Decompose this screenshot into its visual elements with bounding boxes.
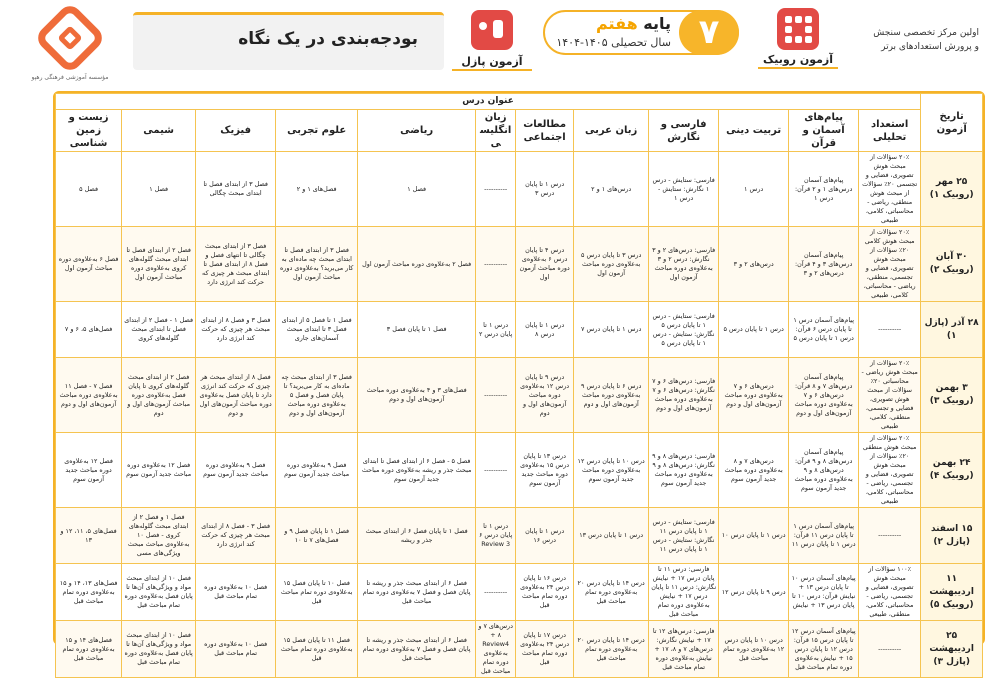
table-cell: درس‌های ۲ و ۳ <box>719 227 789 302</box>
grade-badge <box>543 10 739 55</box>
table-cell: فصل ۳ از ابتدای فصل تا ابتدای مبحث چه ماده‌ای به کار می‌برید؟ به‌علاوه‌ی دوره مباحث آزمون اول <box>276 227 358 302</box>
table-cell: پیام‌های آسمان درس ۱ تا پایان درس ۱۱ قرآن: درس ۱ تا پایان درس ۱۱ <box>789 508 859 564</box>
table-cell: درس ۱ تا پایان درس ۱۰ <box>719 508 789 564</box>
table-cell: فصل ۱۰ به‌علاوه‌ی دوره تمام مباحث قبل <box>196 564 276 621</box>
column-header: پیام‌های آسمان و قرآن <box>789 110 859 152</box>
table-cell: درس ۱۳ تا پایان درس ۱۵ به‌علاوه‌ی دوره مباحث جدید آزمون سوم <box>516 433 574 508</box>
table-cell: فصل ۲ به‌علاوه‌ی دوره مباحث آزمون اول <box>358 227 476 302</box>
table-cell: درس ۹ تا پایان درس ۱۲ <box>719 564 789 621</box>
table-cell: فصل ۱ و فصل ۲ از ابتدای مبحث گلوله‌های کروی - فصل ۱۰ به‌علاوه‌ی مباحث مبحث ویژگی‌های مسی <box>122 508 196 564</box>
table-cell: فصل ۷ - فصل ۱۱ به‌علاوه‌ی دوره مباحث آزمون‌های اول و دوم <box>56 358 122 433</box>
table-cell: درس ۱۴ تا پایان درس ۲۰ به‌علاوه‌ی دوره تمام مباحث قبل <box>574 621 649 678</box>
table-cell: درس‌های ۱ و ۲ <box>574 152 649 227</box>
table-cell: فارسی: ستایش - درس ۱ تا پایان درس ۱۱ نگارش: ستایش - درس ۱ تا پایان درس ۱۱ <box>649 508 719 564</box>
institute-logo <box>24 6 116 84</box>
column-header: فیزیک <box>196 110 276 152</box>
table-cell: پیام‌های آسمان درس‌های ۳ و ۴ قرآن: درس‌های ۲ و ۳ <box>789 227 859 302</box>
exam-date-cell: ۱۵ اسفند (پازل ۲) <box>921 508 983 564</box>
table-cell: درس ۱۷ تا پایان درس ۲۴ به‌علاوه‌ی دوره تمام مباحث قبل <box>516 621 574 678</box>
table-cell: درس ۱ تا پایان درس ۳ <box>516 152 574 227</box>
table-row <box>56 508 983 564</box>
table-cell: فصل ۶ از ابتدای مبحث جذر و ریشه تا پایان فصل و فصل ۷ به‌علاوه‌ی دوره تمام مباحث قبل <box>358 564 476 621</box>
table-cell: ---------- <box>476 433 516 508</box>
table-cell: درس ۱ تا پایان درس ۲ <box>476 302 516 358</box>
subject-group-header: عنوان درس <box>56 94 921 110</box>
table-cell: درس ۶ تا پایان درس ۹ به‌علاوه‌ی دوره مباحث آزمون‌های اول و دوم <box>574 358 649 433</box>
table-cell: درس ۳ تا پایان درس ۵ به‌علاوه‌ی دوره مباحث آزمون اول <box>574 227 649 302</box>
logo-text: مؤسسه آموزشی فرهنگی رهپو <box>31 74 109 81</box>
table-cell: درس ۱۶ تا پایان درس ۲۴ به‌علاوه‌ی دوره تمام مباحث قبل <box>516 564 574 621</box>
table-cell: فصل ۱ تا پایان فصل ۳ <box>358 302 476 358</box>
table-cell: فصل ۱۲ به‌علاوه‌ی دوره مباحث جدید آزمون سوم <box>56 433 122 508</box>
table-row <box>56 564 983 621</box>
exam-date-cell: ۲۸ آذر (پازل ۱) <box>921 302 983 358</box>
table-cell: درس‌های ۶ و ۷ به‌علاوه‌ی دوره مباحث آزمون‌های اول و دوم <box>719 358 789 433</box>
puzzle-icon <box>471 10 513 50</box>
org-description <box>839 26 979 54</box>
table-cell: فصل ۳ از ابتدای مبحث چگالی تا انتهای فصل و فصل ۸ از ابتدای فصل تا ابتدای مبحث هر چیزی که حرکت کند انرژی دارد <box>196 227 276 302</box>
table-cell: فصل ۱ تا فصل ۵ از ابتدای فصل ۳ تا ابتدای مبحث آسمان‌های جاری <box>276 302 358 358</box>
table-cell: فصل ۱ تا پایان فصل ۹ و فصل‌های ۷ تا ۱۰ <box>276 508 358 564</box>
table-cell: فارسی: درس‌های ۸ و ۹ نگارش: درس‌های ۸ و ۹ به‌علاوه‌ی دوره مباحث جدید آزمون سوم <box>649 433 719 508</box>
table-cell: درس ۹ تا پایان درس ۱۲ به‌علاوه‌ی دوره مباحث آزمون‌های اول و دوم <box>516 358 574 433</box>
table-cell: ۲۰٪ سؤالات از مبحث هوش تصویری، فضایی و تجسمی ۲۰٪ سؤالات از مبحث هوش منطقی، ریاضی - محاسباتی، کلامی، طبیعی <box>859 152 921 227</box>
table-cell: فارسی: درس‌های ۶ و ۷ نگارش: درس‌های ۶ و ۷ به‌علاوه‌ی دوره مباحث آزمون‌های اول و دوم <box>649 358 719 433</box>
column-header: استعداد تحلیلی <box>859 110 921 152</box>
table-cell: فارسی: ستایش - درس ۱ نگارش: ستایش - درس ۱ <box>649 152 719 227</box>
table-cell: ---------- <box>476 227 516 302</box>
grade-title-highlight: هفتم <box>596 14 638 33</box>
page-title: بودجه‌بندی در یک نگاه <box>238 29 418 49</box>
table-cell: فصل ۱۰ به‌علاوه‌ی دوره تمام مباحث قبل <box>196 621 276 678</box>
academic-year: سال تحصیلی ۱۴۰۵-۱۴۰۴ <box>556 36 671 49</box>
table-cell: پیام‌های آسمان درس‌های ۷ و ۸ قرآن: درس‌های ۶ و ۷ به‌علاوه‌ی دوره مباحث آزمون‌های اول و دوم <box>789 358 859 433</box>
table-cell: درس‌های ۷ و ۸ + Review4 به‌علاوه‌ی دوره تمام مباحث قبل <box>476 621 516 678</box>
table-cell: ۲۰٪ سؤالات از مبحث هوش ریاضی - محاسباتی ۲۰٪ سؤالات از مبحث هوش تصویری، فضایی و تجسمی، منطقی، کلامی، طبیعی <box>859 358 921 433</box>
column-header: شیمی <box>122 110 196 152</box>
table-cell: فصل ۳ از ابتدای مبحث چه ماده‌ای به کار می‌برید؟ تا پایان فصل و فصل ۵ به‌علاوه‌ی دوره مباحث آزمون‌های اول و دوم <box>276 358 358 433</box>
table-cell: پیام‌های آسمان درس ۱۰ تا پایان درس ۱۳ + نیایش قرآن: درس ۱۰ تا پایان درس ۱۳ + نیایش <box>789 564 859 621</box>
column-header-row <box>56 110 983 152</box>
exam-date-cell: ۲۴ بهمن (روبیک ۴) <box>921 433 983 508</box>
column-header: فارسی و نگارش <box>649 110 719 152</box>
table-cell: فصل ۱۰ از ابتدای مبحث مواد و ویژگی‌های آن‌ها تا پایان فصل به‌علاوه‌ی دوره تمام مباحث قبل <box>122 564 196 621</box>
table-cell: درس ۱۰ تا پایان درس ۱۲ به‌علاوه‌ی دوره مباحث جدید آزمون سوم <box>574 433 649 508</box>
table-cell: فصل‌های ۳ و ۴ به‌علاوه‌ی دوره مباحث آزمون‌های اول و دوم <box>358 358 476 433</box>
table-cell: درس ۱۰ تا پایان درس ۱۲ به‌علاوه‌ی دوره تمام مباحث قبل <box>719 621 789 678</box>
table-cell: فارسی: درس‌های ۱۲ تا ۱۷ + نیایش نگارش: درس‌های ۷ و ۸، ۱۷ + نیایش به‌علاوه‌ی دوره تمام مباحث قبل <box>649 621 719 678</box>
table-cell: فصل ۵ <box>56 152 122 227</box>
title-banner <box>133 12 444 70</box>
table-cell: پیام‌های آسمان درس‌های ۸ و ۹ قرآن: درس‌های ۸ و ۹ به‌علاوه‌ی دوره مباحث جدید آزمون سوم <box>789 433 859 508</box>
table-row <box>56 152 983 227</box>
table-cell: ---------- <box>859 621 921 678</box>
table-cell: ---------- <box>476 358 516 433</box>
table-row <box>56 302 983 358</box>
table-cell: فصل ۲ از ابتدای فصل تا ابتدای مبحث گلوله‌های کروی به‌علاوه‌ی دوره مباحث آزمون اول <box>122 227 196 302</box>
column-header: علوم تجربی <box>276 110 358 152</box>
table-body <box>56 152 983 678</box>
date-column-header: تاریخ آزمون <box>921 94 983 152</box>
rubik-cube-icon <box>777 8 819 50</box>
table-cell: ۱۰۰٪ سؤالات از مبحث هوش تصویری، فضایی و تجسمی، ریاضی - محاسباتی، کلامی، منطقی، طبیعی <box>859 564 921 621</box>
exam-date-cell: ۳۰ آبان (روبیک ۲) <box>921 227 983 302</box>
table-cell: درس ۱ تا پایان درس ۷ <box>574 302 649 358</box>
table-cell: درس ۱۴ تا پایان درس ۲۰ به‌علاوه‌ی دوره تمام مباحث قبل <box>574 564 649 621</box>
table-cell: فصل ۹ به‌علاوه‌ی دوره مباحث جدید آزمون سوم <box>276 433 358 508</box>
table-row <box>56 358 983 433</box>
budget-table <box>55 93 983 678</box>
rubik-exam-badge <box>758 8 838 80</box>
table-cell: درس ۱ تا پایان درس ۸ <box>516 302 574 358</box>
table-cell: فصل ۹ به‌علاوه‌ی دوره مباحث جدید آزمون سوم <box>196 433 276 508</box>
table-cell: درس ۴ تا پایان درس ۶ به‌علاوه‌ی دوره مباحث آزمون اول <box>516 227 574 302</box>
table-cell: فصل ۱۱ تا پایان فصل ۱۵ به‌علاوه‌ی دوره تمام مباحث قبل <box>276 621 358 678</box>
table-cell: پیام‌های آسمان درس ۱ تا پایان درس ۶ قرآن: درس ۱ تا پایان درس ۵ <box>789 302 859 358</box>
grade-title-prefix: پایه <box>643 14 671 33</box>
table-cell: درس ۱ تا پایان درس ۶ Review 3 <box>476 508 516 564</box>
table-cell: فصل ۸ از ابتدای مبحث هر چیزی که حرکت کند انرژی دارد تا پایان فصل به‌علاوه‌ی دوره مباحث آزمون‌های اول و دوم <box>196 358 276 433</box>
table-cell: فصل‌های ۱۳، ۱۴ و ۱۵ به‌علاوه‌ی دوره تمام مباحث قبل <box>56 564 122 621</box>
pazl-exam-label: آزمون پازل <box>452 55 532 71</box>
table-cell: درس‌های ۷ و ۸ به‌علاوه‌ی دوره مباحث جدید آزمون سوم <box>719 433 789 508</box>
table-cell: فصل ۵ - فصل ۶ از ابتدای فصل تا ابتدای مبحث جذر و ریشه به‌علاوه‌ی دوره مباحث جدید آزمون سوم <box>358 433 476 508</box>
table-cell: فصل ۱ تا پایان فصل ۶ از ابتدای مبحث جذر و ریشه <box>358 508 476 564</box>
org-line-1: اولین مرکز تخصصی سنجش <box>873 28 979 38</box>
table-cell: فصل ۱۲ به‌علاوه‌ی دوره مباحث جدید آزمون سوم <box>122 433 196 508</box>
table-cell: فارسی: ستایش - درس ۱ تا پایان درس ۵ نگارش: ستایش - درس ۱ تا پایان درس ۵ <box>649 302 719 358</box>
column-header: مطالعات اجتماعی <box>516 110 574 152</box>
budget-table-container <box>53 91 985 675</box>
table-cell: درس ۱ تا پایان درس ۱۳ <box>574 508 649 564</box>
table-cell: فصل ۳ از ابتدای فصل تا ابتدای مبحث چگالی <box>196 152 276 227</box>
table-cell: درس ۱ تا پایان درس ۵ <box>719 302 789 358</box>
column-header: زبان عربی <box>574 110 649 152</box>
table-cell: فصل ۶ به‌علاوه‌ی دوره مباحث آزمون اول <box>56 227 122 302</box>
exam-date-cell: ۱۱ اردیبهشت (روبیک ۵) <box>921 564 983 621</box>
table-cell: ---------- <box>859 508 921 564</box>
table-cell: فصل ۳ - فصل ۸ از ابتدای مبحث هر چیزی که حرکت کند انرژی دارد <box>196 508 276 564</box>
table-cell: فارسی: درس‌های ۲ و ۳ نگارش: درس ۲ و ۳ به‌علاوه‌ی دوره مباحث آزمون اول <box>649 227 719 302</box>
grade-number: ۷ <box>679 10 739 55</box>
table-cell: فصل‌های ۱ و ۲ <box>276 152 358 227</box>
org-line-2: و پرورش استعدادهای برتر <box>881 42 979 52</box>
table-row <box>56 621 983 678</box>
table-cell: ---------- <box>859 302 921 358</box>
header <box>0 0 993 88</box>
table-cell: فصل ۱۰ تا پایان فصل ۱۵ به‌علاوه‌ی دوره تمام مباحث قبل <box>276 564 358 621</box>
table-row <box>56 433 983 508</box>
table-cell: ---------- <box>476 152 516 227</box>
column-header: تربیت دینی <box>719 110 789 152</box>
grade-title <box>596 14 671 33</box>
table-cell: فصل ۱ <box>358 152 476 227</box>
table-cell: فصل ۱ <box>122 152 196 227</box>
rubik-exam-label: آزمون روبیک <box>758 53 838 69</box>
table-cell: ۲۰٪ سؤالات از مبحث هوش کلامی ۲۰٪ سؤالات از مبحث هوش تصویری، فضایی و تجسمی، منطقی، ریاضی - محاسباتی، کلامی، طبیعی <box>859 227 921 302</box>
table-cell: فصل‌های ۱۴ و ۱۵ به‌علاوه‌ی دوره تمام مباحث قبل <box>56 621 122 678</box>
table-row <box>56 227 983 302</box>
table-cell: فصل ۳ و فصل ۸ از ابتدای مبحث هر چیزی که حرکت کند انرژی دارد <box>196 302 276 358</box>
table-cell: فارسی: درس ۱۱ تا پایان درس ۱۷ + نیایش نگارش: درس ۱۱ تا پایان درس ۱۷ + نیایش به‌علاوه‌ی دوره تمام مباحث قبل <box>649 564 719 621</box>
table-cell: فصل ۶ از ابتدای مبحث جذر و ریشه تا پایان فصل و فصل ۷ به‌علاوه‌ی دوره تمام مباحث قبل <box>358 621 476 678</box>
logo-mark-icon <box>33 1 107 75</box>
exam-date-cell: ۲۵ اردیبهشت (پازل ۳) <box>921 621 983 678</box>
table-cell: فصل ۲ از ابتدای مبحث گلوله‌های کروی تا پایان فصل به‌علاوه‌ی دوره مباحث آزمون‌های اول و دوم <box>122 358 196 433</box>
column-header: ریاضی <box>358 110 476 152</box>
table-cell: درس ۱ <box>719 152 789 227</box>
table-cell: پیام‌های آسمان درس ۱۲ تا پایان درس ۱۵ قرآن: درس ۱۲ تا پایان درس ۱۵ + نیایش به‌علاوه‌ی دوره تمام مباحث قبل <box>789 621 859 678</box>
table-cell: فصل‌های ۵، ۶ و ۷ <box>56 302 122 358</box>
column-header: زیست و زمین شناسی <box>56 110 122 152</box>
table-cell: فصل‌های ۵، ۱۱، ۱۲ و ۱۳ <box>56 508 122 564</box>
table-cell: فصل ۱ - فصل ۲ از ابتدای فصل تا ابتدای مبحث گلوله‌های کروی <box>122 302 196 358</box>
exam-date-cell: ۳ بهمن (روبیک ۳) <box>921 358 983 433</box>
exam-date-cell: ۲۵ مهر (روبیک ۱) <box>921 152 983 227</box>
table-cell: درس ۱ تا پایان درس ۱۶ <box>516 508 574 564</box>
table-cell: فصل ۱۰ از ابتدای مبحث مواد و ویژگی‌های آن‌ها تا پایان فصل به‌علاوه‌ی دوره تمام مباحث قبل <box>122 621 196 678</box>
column-header: زبان انگلیسی <box>476 110 516 152</box>
table-cell: ---------- <box>476 564 516 621</box>
table-cell: ۲۰٪ سؤالات از مبحث هوش منطقی ۲۰٪ سؤالات از مبحث هوش تصویری، فضایی و تجسمی، ریاضی - محاسباتی، کلامی، طبیعی <box>859 433 921 508</box>
pazl-exam-badge <box>452 10 532 82</box>
table-cell: پیام‌های آسمان درس‌های ۱ و ۲ قرآن: درس ۱ <box>789 152 859 227</box>
